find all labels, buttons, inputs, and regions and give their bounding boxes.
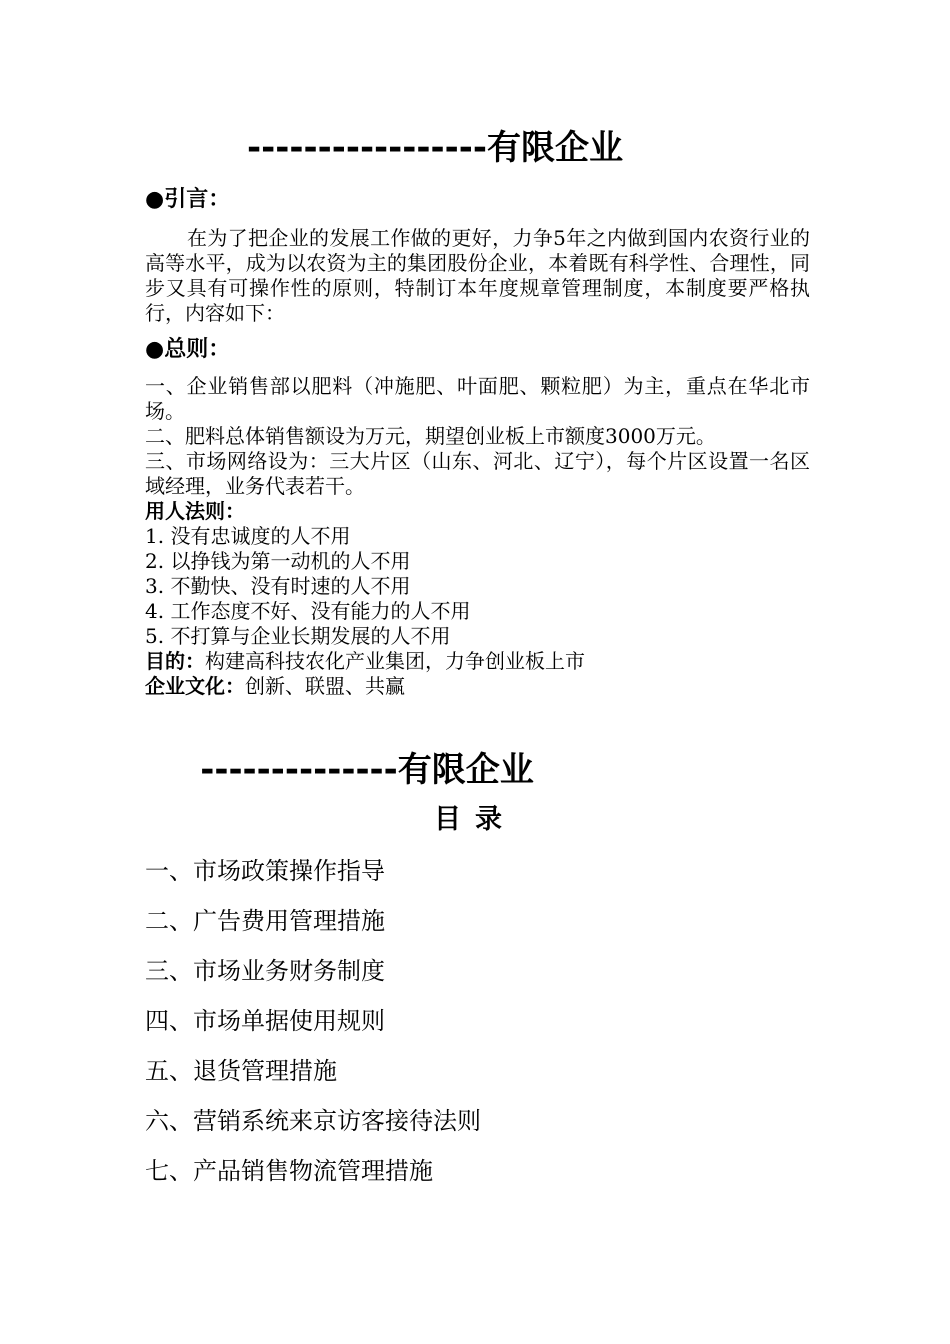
culture-label: 企业文化： bbox=[145, 674, 245, 698]
hiring-rule-5: 5. 不打算与企业长期发展的人不用 bbox=[145, 624, 451, 648]
toc-item: 二、广告费用管理措施 bbox=[145, 907, 385, 935]
toc-item: 一、市场政策操作指导 bbox=[145, 857, 385, 885]
goal-label: 目的： bbox=[145, 649, 205, 673]
second-title: --------------有限企业 bbox=[200, 750, 534, 790]
toc-item: 七、产品销售物流管理措施 bbox=[145, 1157, 433, 1185]
general-rule-1: 一、企业销售部以肥料（冲施肥、叶面肥、颗粒肥）为主，重点在华北市场。 bbox=[145, 374, 810, 423]
intro-heading: ●引言： bbox=[145, 187, 231, 212]
culture-text: 创新、联盟、共赢 bbox=[245, 674, 405, 698]
culture-line bbox=[145, 674, 405, 699]
hiring-rule-1: 1. 没有忠诚度的人不用 bbox=[145, 524, 351, 548]
toc-item: 六、营销系统来京访客接待法则 bbox=[145, 1107, 481, 1135]
general-rule-2: 二、肥料总体销售额设为万元，期望创业板上市额度3000万元。 bbox=[145, 424, 716, 448]
intro-paragraph: 在为了把企业的发展工作做的更好，力争5年之内做到国内农资行业的高等水平，成为以农资为主的集团股份企业，本着既有科学性、合理性，同步又具有可操作性的原则，特制订本年度规章管理制度，本制度要严格执行，内容如下： bbox=[145, 226, 810, 325]
hiring-rule-2: 2. 以挣钱为第一动机的人不用 bbox=[145, 549, 411, 573]
hiring-heading: 用人法则： bbox=[145, 499, 245, 523]
hiring-rule-4: 4. 工作态度不好、没有能力的人不用 bbox=[145, 599, 471, 623]
goal-line bbox=[145, 649, 585, 674]
document-title: -----------------有限企业 bbox=[247, 128, 623, 168]
toc-item: 四、市场单据使用规则 bbox=[145, 1007, 385, 1035]
toc-item: 三、市场业务财务制度 bbox=[145, 957, 385, 985]
general-heading: ●总则： bbox=[145, 337, 231, 362]
general-rule-3: 三、市场网络设为：三大片区（山东、河北、辽宁），每个片区设置一名区域经理，业务代表若干。 bbox=[145, 449, 810, 498]
hiring-rule-3: 3. 不勤快、没有时速的人不用 bbox=[145, 574, 411, 598]
toc-item: 五、退货管理措施 bbox=[145, 1057, 337, 1085]
toc-title: 目录 bbox=[434, 804, 516, 835]
goal-text: 构建高科技农化产业集团，力争创业板上市 bbox=[205, 649, 585, 673]
